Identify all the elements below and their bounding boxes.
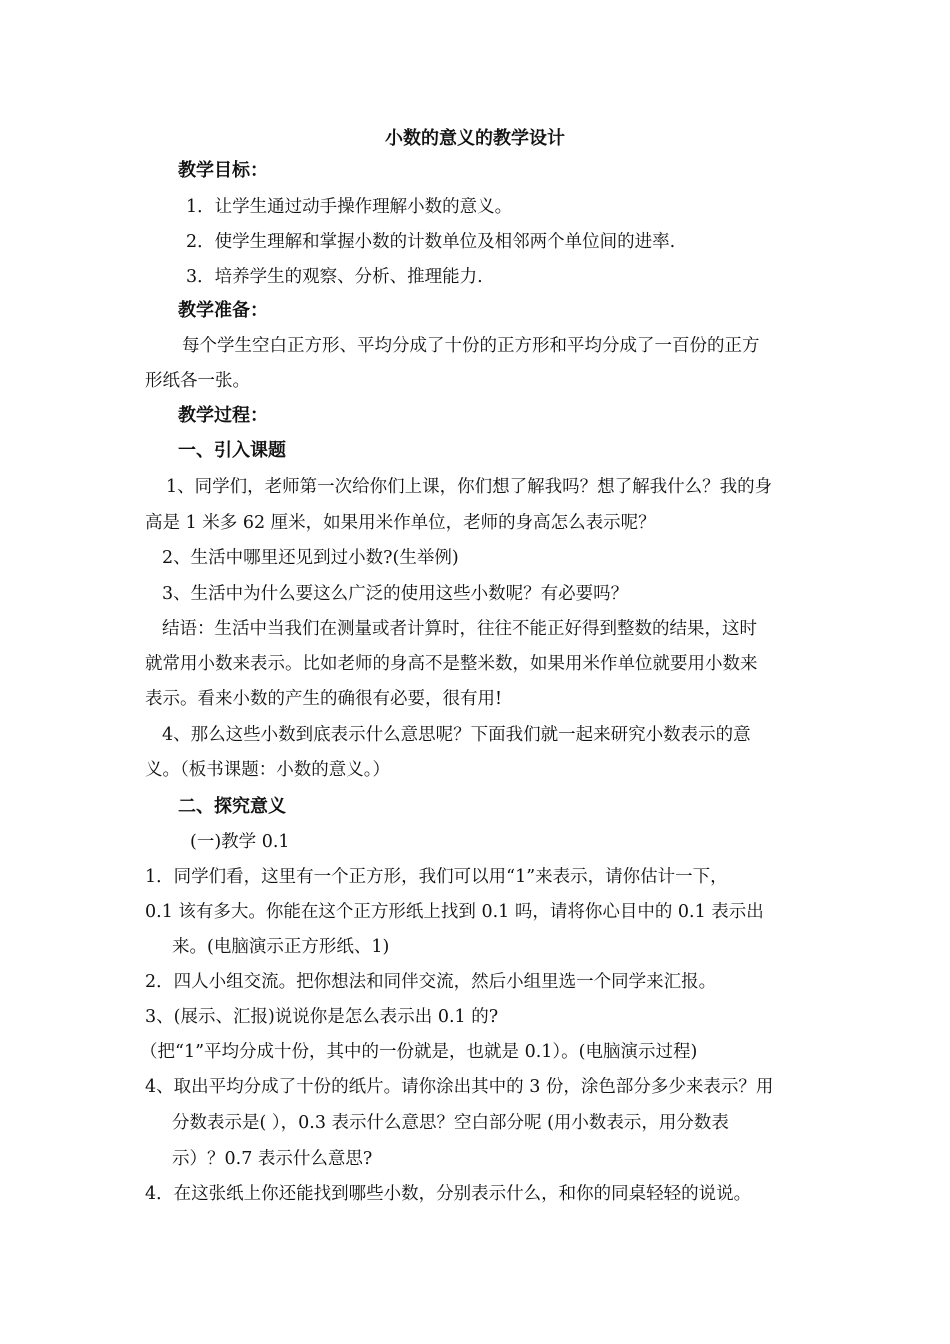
goal-3: 3．培养学生的观察、分析、推理能力. (186, 267, 483, 287)
s1-p1-line-1: 1、同学们，老师第一次给你们上课，你们想了解我吗？想了解我什么？我的身 (166, 477, 773, 497)
s2-p1-line-3: 来。(电脑演示正方形纸、1) (172, 937, 390, 957)
s1-summary-line-3: 表示。看来小数的产生的确很有必要，很有用! (145, 689, 503, 709)
s1-p1-line-2: 高是 1 米多 62 厘米，如果用米作单位，老师的身高怎么表示呢？ (145, 513, 656, 533)
goal-1: 1．让学生通过动手操作理解小数的意义。 (186, 197, 513, 217)
prep-line-1: 每个学生空白正方形、平均分成了十份的正方形和平均分成了一百份的正方 (182, 336, 760, 356)
s2-p1-line-2: 0.1 该有多大。你能在这个正方形纸上找到 0.1 吗，请将你心目中的 0.1 表示出 (145, 902, 764, 922)
section-2-heading: 二、探究意义 (178, 796, 286, 817)
document-title: 小数的意义的教学设计 (385, 128, 565, 149)
prep-heading: 教学准备： (178, 300, 268, 321)
s2-p3: 3、(展示、汇报)说说你是怎么表示出 0.1 的? (145, 1007, 499, 1027)
process-heading: 教学过程： (178, 405, 268, 426)
s2-p1-line-1: 1．同学们看，这里有一个正方形，我们可以用“1”来表示，请你估计一下， (145, 867, 728, 887)
prep-line-2: 形纸各一张。 (145, 371, 250, 391)
s1-p4-line-1: 4、那么这些小数到底表示什么意思呢？下面我们就一起来研究小数表示的意 (162, 725, 751, 745)
section-1-heading: 一、引入课题 (178, 440, 286, 461)
s1-p3: 3、生活中为什么要这么广泛的使用这些小数呢？有必要吗？ (162, 584, 629, 604)
s1-summary-line-2: 就常用小数来表示。比如老师的身高不是整米数，如果用米作单位就要用小数来 (145, 654, 758, 674)
s2-sub-1: (一)教学 0.1 (190, 832, 290, 852)
goals-heading: 教学目标： (178, 160, 268, 181)
s2-p4-line-1: 4、取出平均分成了十份的纸片。请你涂出其中的 3 份，涂色部分多少来表示？用 (145, 1077, 774, 1097)
s1-p4-line-2: 义。（板书课题：小数的意义。） (145, 760, 390, 780)
s1-summary-line-1: 结语：生活中当我们在测量或者计算时，往往不能正好得到整数的结果，这时 (162, 619, 757, 639)
s2-p4-line-2: 分数表示是( ），0.3 表示什么意思？空白部分呢 (用小数表示，用分数表 (172, 1113, 729, 1133)
s2-p2: 2．四人小组交流。把你想法和同伴交流，然后小组里选一个同学来汇报。 (145, 972, 717, 992)
s2-p4-line-3: 示）？0.7 表示什么意思? (172, 1149, 373, 1169)
s1-p2: 2、生活中哪里还见到过小数?(生举例) (162, 548, 459, 568)
s2-p3-note: （把“1”平均分成十份，其中的一份就是，也就是 0.1）。(电脑演示过程) (140, 1042, 698, 1062)
goal-2: 2．使学生理解和掌握小数的计数单位及相邻两个单位间的进率. (186, 232, 676, 252)
s2-p5: 4．在这张纸上你还能找到哪些小数，分别表示什么，和你的同桌轻轻的说说。 (145, 1184, 752, 1204)
